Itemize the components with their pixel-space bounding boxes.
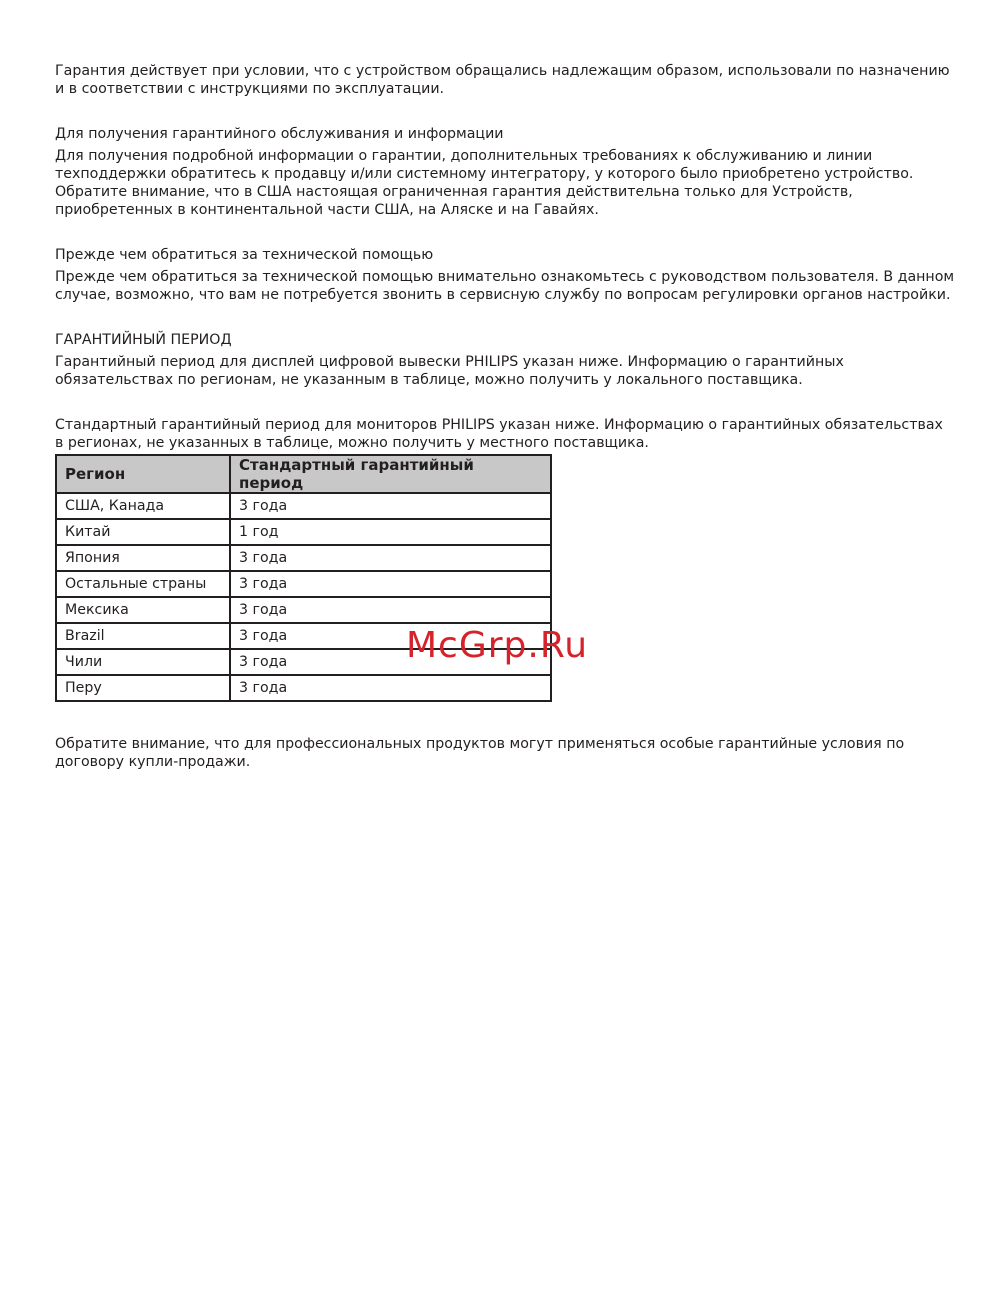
row-region: США, Канада	[56, 493, 230, 519]
intro-paragraph: Гарантия действует при условии, что с устройством обращались надлежащим образом, использовали по назначению и в соответствии с инструкциями по эксплуатации.	[55, 63, 950, 97]
table-header-row	[56, 455, 551, 493]
row-region: Япония	[56, 545, 230, 571]
row-period: 3 года	[230, 649, 551, 675]
service-paragraph: Для получения подробной информации о гарантии, дополнительных требованиях к обслуживанию и линии техподдержки обратитесь к продавцу и/или системному интегратору, у которого было приобретено устройство. Обратите внимание, что в США настоящая ограниченная гарантия действительна только для Устройств, приобретенных в континентальной части США, на Аляске и на Гавайях.	[55, 148, 914, 218]
table-row	[56, 519, 551, 545]
table-row	[56, 545, 551, 571]
support-heading: Прежде чем обратиться за технической помощью	[55, 247, 434, 263]
row-region: Остальные страны	[56, 571, 230, 597]
row-period: 1 год	[230, 519, 551, 545]
row-region: Китай	[56, 519, 230, 545]
standard-period-paragraph: Стандартный гарантийный период для мониторов PHILIPS указан ниже. Информацию о гарантийных обязательствах в регионах, не указанных в таблице, можно получить у местного поставщика.	[55, 417, 943, 451]
row-region: Brazil	[56, 623, 230, 649]
row-period: 3 года	[230, 623, 551, 649]
row-region: Чили	[56, 649, 230, 675]
service-heading: Для получения гарантийного обслуживания и информации	[55, 126, 504, 142]
support-paragraph: Прежде чем обратиться за технической помощью внимательно ознакомьтесь с руководством пользователя. В данном случае, возможно, что вам не потребуется звонить в сервисную службу по вопросам регулировки органов настройки.	[55, 269, 955, 303]
note-paragraph: Обратите внимание, что для профессиональных продуктов могут применяться особые гарантийные условия по договору купли-продажи.	[55, 736, 905, 770]
table-row	[56, 597, 551, 623]
row-region: Перу	[56, 675, 230, 701]
row-period: 3 года	[230, 571, 551, 597]
warranty-period-heading: ГАРАНТИЙНЫЙ ПЕРИОД	[55, 332, 232, 348]
warranty-period-paragraph: Гарантийный период для дисплей цифровой вывески PHILIPS указан ниже. Информацию о гарантийных обязательствах по регионам, не указанным в таблице, можно получить у локального поставщика.	[55, 354, 844, 388]
table-row	[56, 675, 551, 701]
header-period: Стандартный гарантийный период	[230, 455, 551, 493]
table-row	[56, 571, 551, 597]
watermark-text: McGrp.Ru	[406, 625, 589, 666]
table-row	[56, 493, 551, 519]
row-region: Мексика	[56, 597, 230, 623]
row-period: 3 года	[230, 597, 551, 623]
header-region: Регион	[56, 455, 230, 493]
row-period: 3 года	[230, 493, 551, 519]
row-period: 3 года	[230, 545, 551, 571]
row-period: 3 года	[230, 675, 551, 701]
